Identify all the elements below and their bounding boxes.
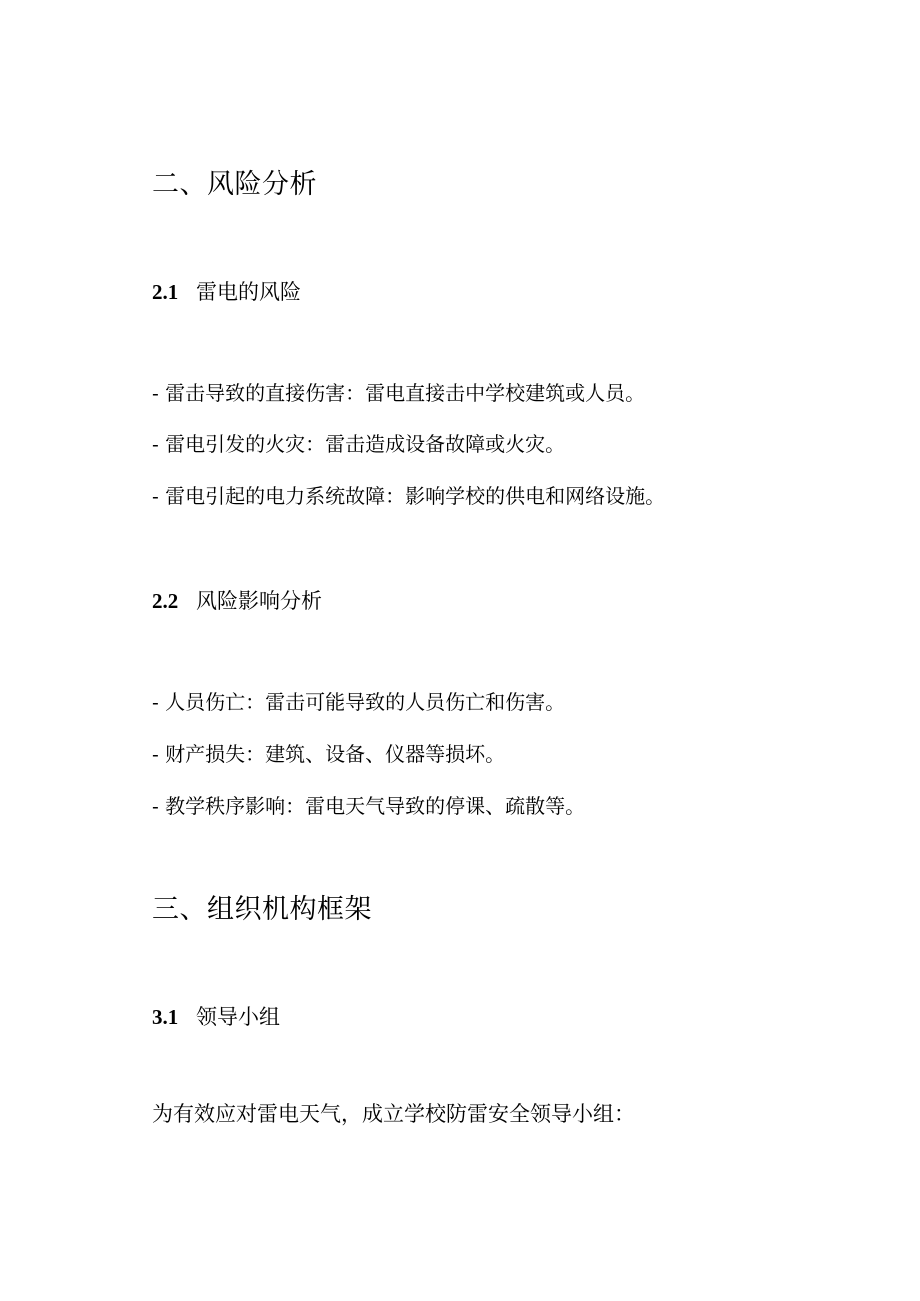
body-paragraph: 为有效应对雷电天气，成立学校防雷安全领导小组： [152,1102,635,1126]
list-item: - 雷电引发的火灾：雷击造成设备故障或火灾。 [152,432,566,456]
subsection-number: 2.1 [152,280,179,304]
subsection-number: 2.2 [152,589,179,613]
subsection-heading-risk-impact [152,587,322,615]
subsection-heading-leadership-group [152,1003,280,1031]
subsection-title: 风险影响分析 [196,589,322,613]
list-item: - 人员伤亡：雷击可能导致的人员伤亡和伤害。 [152,690,566,714]
list-item: - 财产损失：建筑、设备、仪器等损坏。 [152,742,506,766]
list-item: - 雷击导致的直接伤害：雷电直接击中学校建筑或人员。 [152,381,646,405]
subsection-title: 领导小组 [196,1005,280,1029]
section-heading-organization: 三、组织机构框架 [152,894,372,925]
subsection-number: 3.1 [152,1005,179,1029]
section-heading-risk-analysis: 二、风险分析 [152,169,317,200]
list-item: - 教学秩序影响：雷电天气导致的停课、疏散等。 [152,794,586,818]
list-item: - 雷电引起的电力系统故障：影响学校的供电和网络设施。 [152,484,666,508]
subsection-heading-lightning-risk [152,278,301,306]
subsection-title: 雷电的风险 [196,280,301,304]
